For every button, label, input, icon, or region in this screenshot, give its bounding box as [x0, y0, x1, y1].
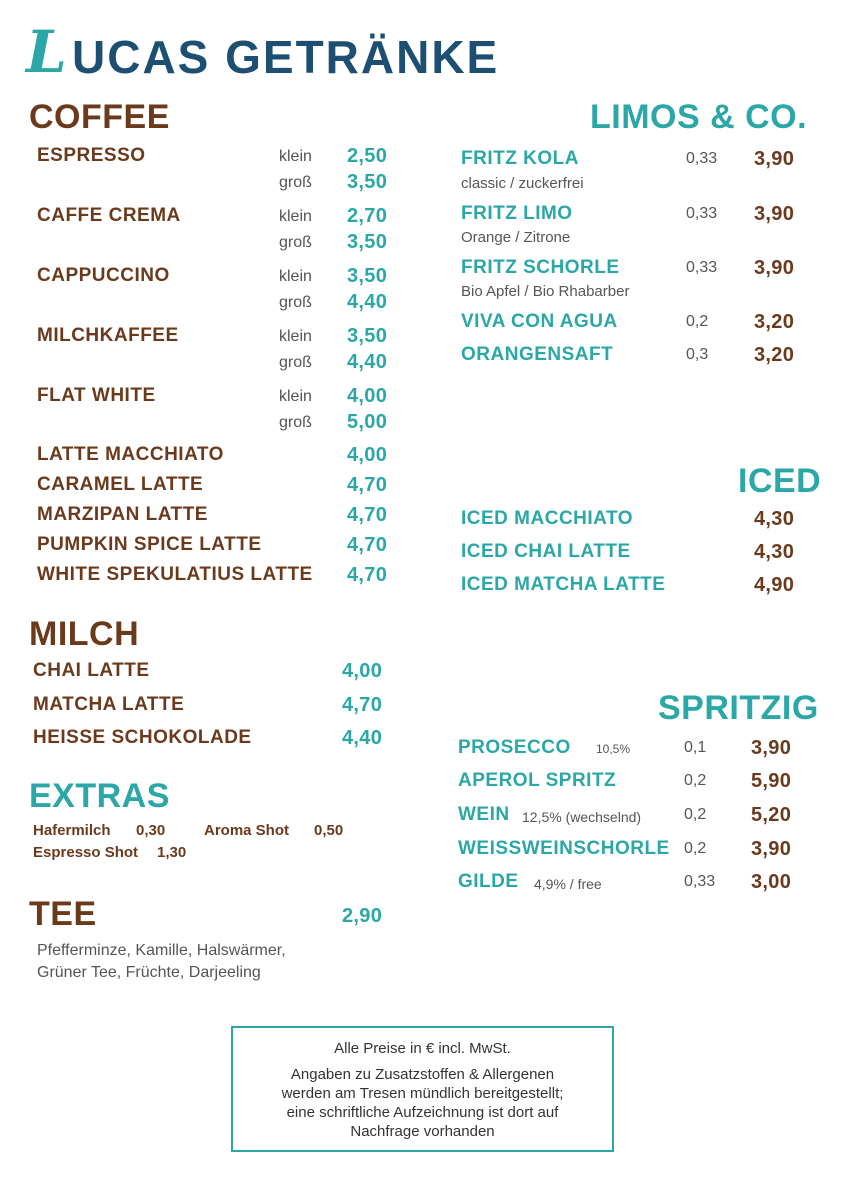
menu-item-name: APEROL SPRITZ	[458, 770, 617, 791]
menu-item-price: 2,50	[347, 145, 388, 167]
extra-name: Espresso Shot	[33, 844, 139, 861]
volume-label: 0,1	[684, 739, 707, 756]
menu-item-name: FRITZ KOLA	[461, 148, 579, 169]
menu-item-name: CARAMEL LATTE	[37, 474, 204, 495]
menu-item-name: ICED MACCHIATO	[461, 508, 634, 529]
size-label: groß	[279, 294, 312, 311]
menu-item-price: 3,00	[751, 871, 792, 893]
menu-item-price: 4,40	[342, 727, 383, 749]
menu-item-price: 4,40	[347, 351, 388, 373]
menu-item-note: 10,5%	[596, 742, 631, 756]
menu-item-price: 4,30	[754, 508, 795, 530]
menu-item-name: GILDE	[458, 871, 519, 892]
menu-item-name: LATTE MACCHIATO	[37, 444, 224, 465]
notice-line: Alle Preise in € incl. MwSt.	[334, 1040, 511, 1057]
menu-item-price: 4,00	[347, 385, 388, 407]
menu-item-price: 4,70	[342, 694, 383, 716]
menu-item-price: 3,20	[754, 311, 795, 333]
size-label: groß	[279, 354, 312, 371]
menu-item-price: 4,30	[754, 541, 795, 563]
menu-item-name: FLAT WHITE	[37, 385, 156, 406]
tee-price: 2,90	[342, 905, 383, 927]
extra-name: Aroma Shot	[204, 822, 290, 839]
tee-description: Grüner Tee, Früchte, Darjeeling	[37, 964, 261, 981]
menu-item-price: 3,90	[754, 203, 795, 225]
volume-label: 0,33	[684, 873, 716, 890]
menu-item-price: 3,50	[347, 171, 388, 193]
coffee-heading: COFFEE	[29, 98, 170, 136]
size-label: klein	[279, 148, 312, 165]
menu-item-name: MARZIPAN LATTE	[37, 504, 208, 525]
size-label: klein	[279, 208, 312, 225]
size-label: klein	[279, 268, 312, 285]
volume-label: 0,2	[684, 840, 707, 857]
menu-item-name: PUMPKIN SPICE LATTE	[37, 534, 262, 555]
menu-item-price: 4,70	[347, 564, 388, 586]
size-label: klein	[279, 388, 312, 405]
size-label: groß	[279, 234, 312, 251]
extra-price: 1,30	[157, 844, 187, 861]
menu-item-name: CAPPUCCINO	[37, 265, 170, 286]
notice-line: Nachfrage vorhanden	[350, 1123, 495, 1140]
menu-item-price: 4,90	[754, 574, 795, 596]
menu-item-price: 3,20	[754, 344, 795, 366]
menu-item-name: PROSECCO	[458, 737, 571, 758]
extra-price: 0,30	[136, 822, 166, 839]
menu-item-variant: classic / zuckerfrei	[461, 175, 584, 192]
menu-item-price: 4,70	[347, 504, 388, 526]
size-label: groß	[279, 414, 312, 431]
menu-item-name: CHAI LATTE	[33, 660, 150, 681]
iced-heading: ICED	[738, 462, 822, 500]
size-label: klein	[279, 328, 312, 345]
limos-heading: LIMOS & CO.	[590, 98, 808, 136]
menu-item-price: 3,90	[751, 838, 792, 860]
volume-label: 0,2	[684, 772, 707, 789]
volume-label: 0,3	[686, 346, 709, 363]
menu-item-name: CAFFE CREMA	[37, 205, 181, 226]
volume-label: 0,33	[686, 259, 718, 276]
menu-item-name: WHITE SPEKULATIUS LATTE	[37, 564, 313, 585]
menu-item-price: 5,00	[347, 411, 388, 433]
menu-item-variant: Bio Apfel / Bio Rhabarber	[461, 283, 630, 300]
menu-item-price: 5,90	[751, 770, 792, 792]
menu-item-price: 2,70	[347, 205, 388, 227]
size-label: groß	[279, 174, 312, 191]
menu-item-variant: Orange / Zitrone	[461, 229, 571, 246]
notice-line: eine schriftliche Aufzeichnung ist dort auf	[286, 1104, 559, 1121]
menu-item-name: ICED MATCHA LATTE	[461, 574, 666, 595]
menu-item-note: 4,9% / free	[534, 876, 602, 892]
menu-item-name: WEISSWEINSCHORLE	[458, 838, 670, 859]
menu-item-price: 4,70	[347, 474, 388, 496]
menu-item-price: 4,40	[347, 291, 388, 313]
tee-heading: TEE	[29, 895, 97, 933]
menu-item-price: 4,00	[347, 444, 388, 466]
menu-item-price: 5,20	[751, 804, 792, 826]
spritzig-heading: SPRITZIG	[658, 689, 819, 727]
extra-name: Hafermilch	[33, 822, 111, 839]
menu-item-price: 3,50	[347, 265, 388, 287]
menu-item-name: MATCHA LATTE	[33, 694, 185, 715]
menu-item-name: FRITZ LIMO	[461, 203, 573, 224]
menu-item-price: 4,70	[347, 534, 388, 556]
extras-heading: EXTRAS	[29, 777, 170, 815]
menu-item-price: 4,00	[342, 660, 383, 682]
volume-label: 0,33	[686, 205, 718, 222]
notice-line: Angaben zu Zusatzstoffen & Allergenen	[290, 1066, 555, 1083]
menu-item-name: VIVA CON AGUA	[461, 311, 618, 332]
menu-item-name: ICED CHAI LATTE	[461, 541, 631, 562]
menu-item-price: 3,90	[751, 737, 792, 759]
menu-item-note: 12,5% (wechselnd)	[522, 809, 642, 825]
notice-line: werden am Tresen mündlich bereitgestellt;	[281, 1085, 564, 1102]
milch-heading: MILCH	[29, 615, 140, 653]
price-notice-box	[231, 1026, 614, 1152]
menu-item-name: ORANGENSAFT	[461, 344, 614, 365]
menu-item-name: HEISSE SCHOKOLADE	[33, 727, 252, 748]
tee-description: Pfefferminze, Kamille, Halswärmer,	[37, 942, 286, 959]
logo-letter: L	[26, 18, 67, 86]
volume-label: 0,2	[686, 313, 709, 330]
menu-item-name: FRITZ SCHORLE	[461, 257, 620, 278]
page-title: UCAS GETRÄNKE	[72, 31, 500, 83]
volume-label: 0,33	[686, 150, 718, 167]
menu-item-name: MILCHKAFFEE	[37, 325, 179, 346]
menu-item-price: 3,90	[754, 257, 795, 279]
menu-item-price: 3,50	[347, 325, 388, 347]
menu-item-price: 3,90	[754, 148, 795, 170]
menu-item-name: WEIN	[458, 804, 510, 825]
volume-label: 0,2	[684, 806, 707, 823]
menu-item-price: 3,50	[347, 231, 388, 253]
menu-item-name: ESPRESSO	[37, 145, 146, 166]
extra-price: 0,50	[314, 822, 344, 839]
